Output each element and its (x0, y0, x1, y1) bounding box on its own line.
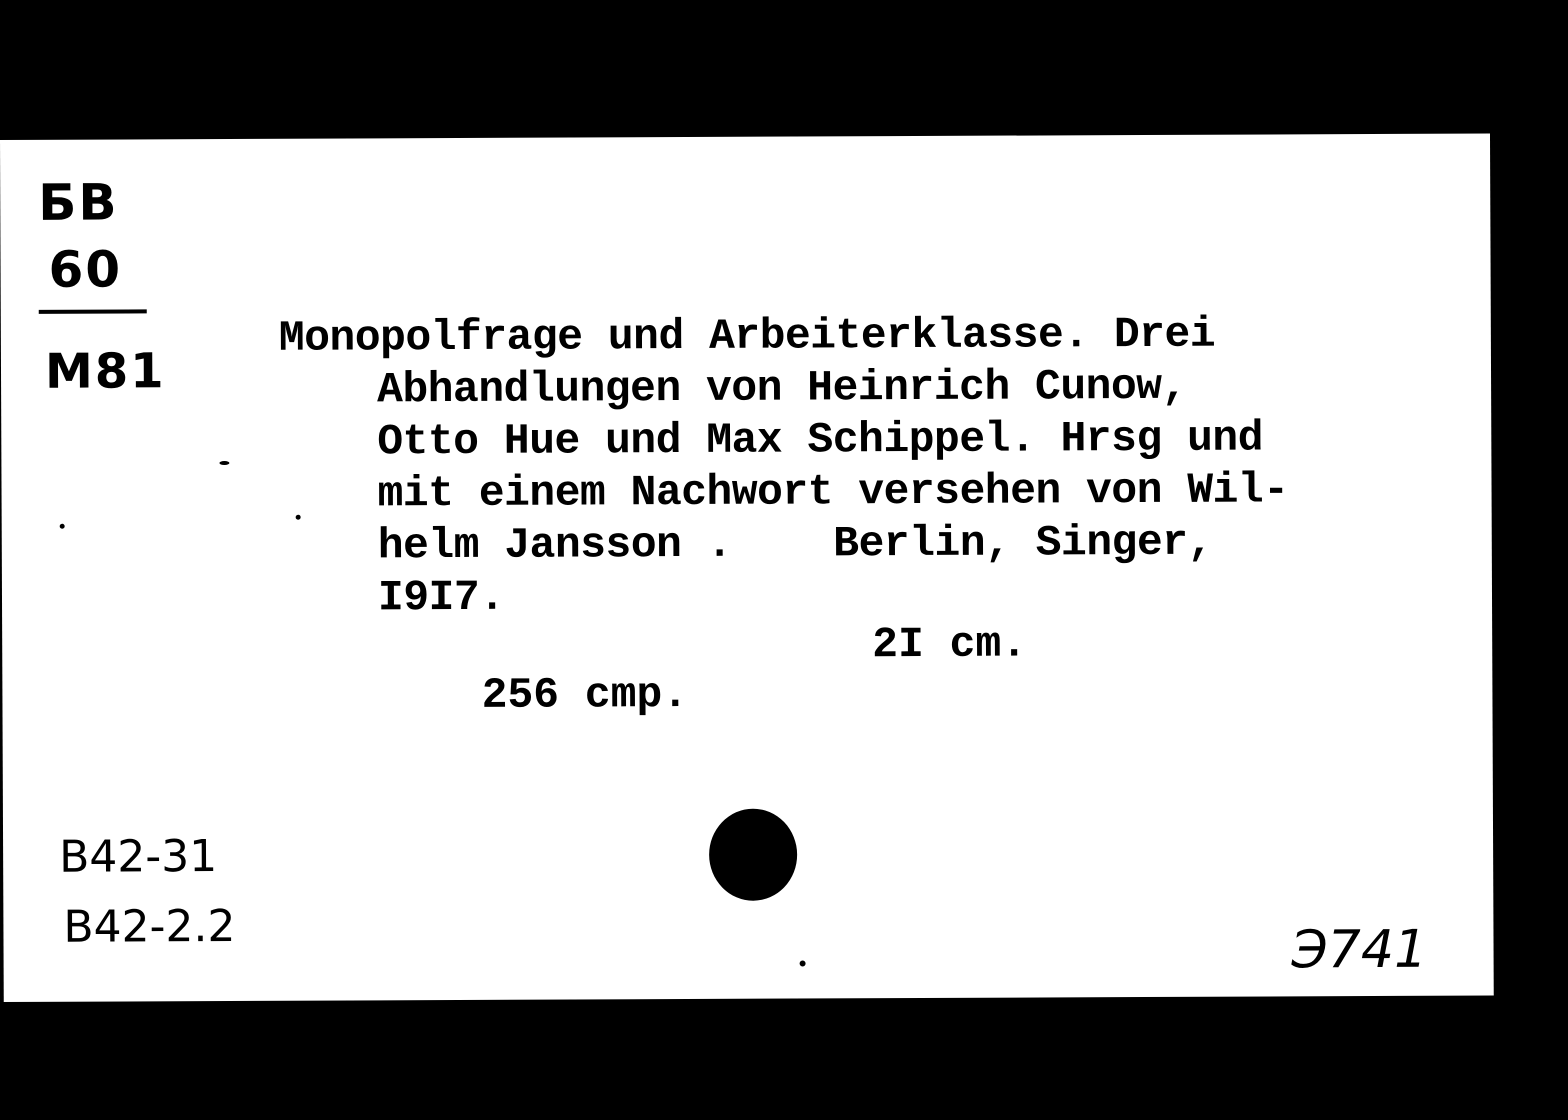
call-number-divider (39, 309, 147, 313)
entry-line: Otto Hue und Max Schippel. Hrsg und (377, 413, 1264, 467)
call-number-line3: M81 (44, 343, 166, 400)
physical-description (378, 619, 1028, 818)
call-number-line1: БВ (38, 173, 119, 232)
punch-hole (709, 809, 797, 901)
catalog-card (0, 133, 1494, 1001)
call-number-line2: 60 (48, 240, 123, 299)
bibliographic-entry (279, 308, 1289, 624)
ink-speck (296, 515, 301, 520)
page-count: 256 cmp. (481, 670, 689, 720)
ink-speck (219, 461, 229, 465)
entry-line: Monopolfrage und Arbeiterklasse. Drei (278, 309, 1216, 363)
entry-line: mit einem Nachwort versehen von Wil- (377, 465, 1289, 519)
entry-line: helm Jansson . Berlin, Singer, (377, 517, 1213, 571)
entry-line: Abhandlungen von Heinrich Cunow, (376, 361, 1187, 415)
shelf-mark-2: B42-2.2 (63, 900, 236, 953)
entry-line: I9I7. (377, 572, 505, 623)
book-size: 2I cm. (872, 619, 1028, 670)
shelf-mark-1: B42-31 (59, 831, 218, 883)
ink-speck (60, 524, 65, 529)
accession-number: Э741 (1291, 919, 1428, 981)
ink-speck (800, 960, 806, 966)
